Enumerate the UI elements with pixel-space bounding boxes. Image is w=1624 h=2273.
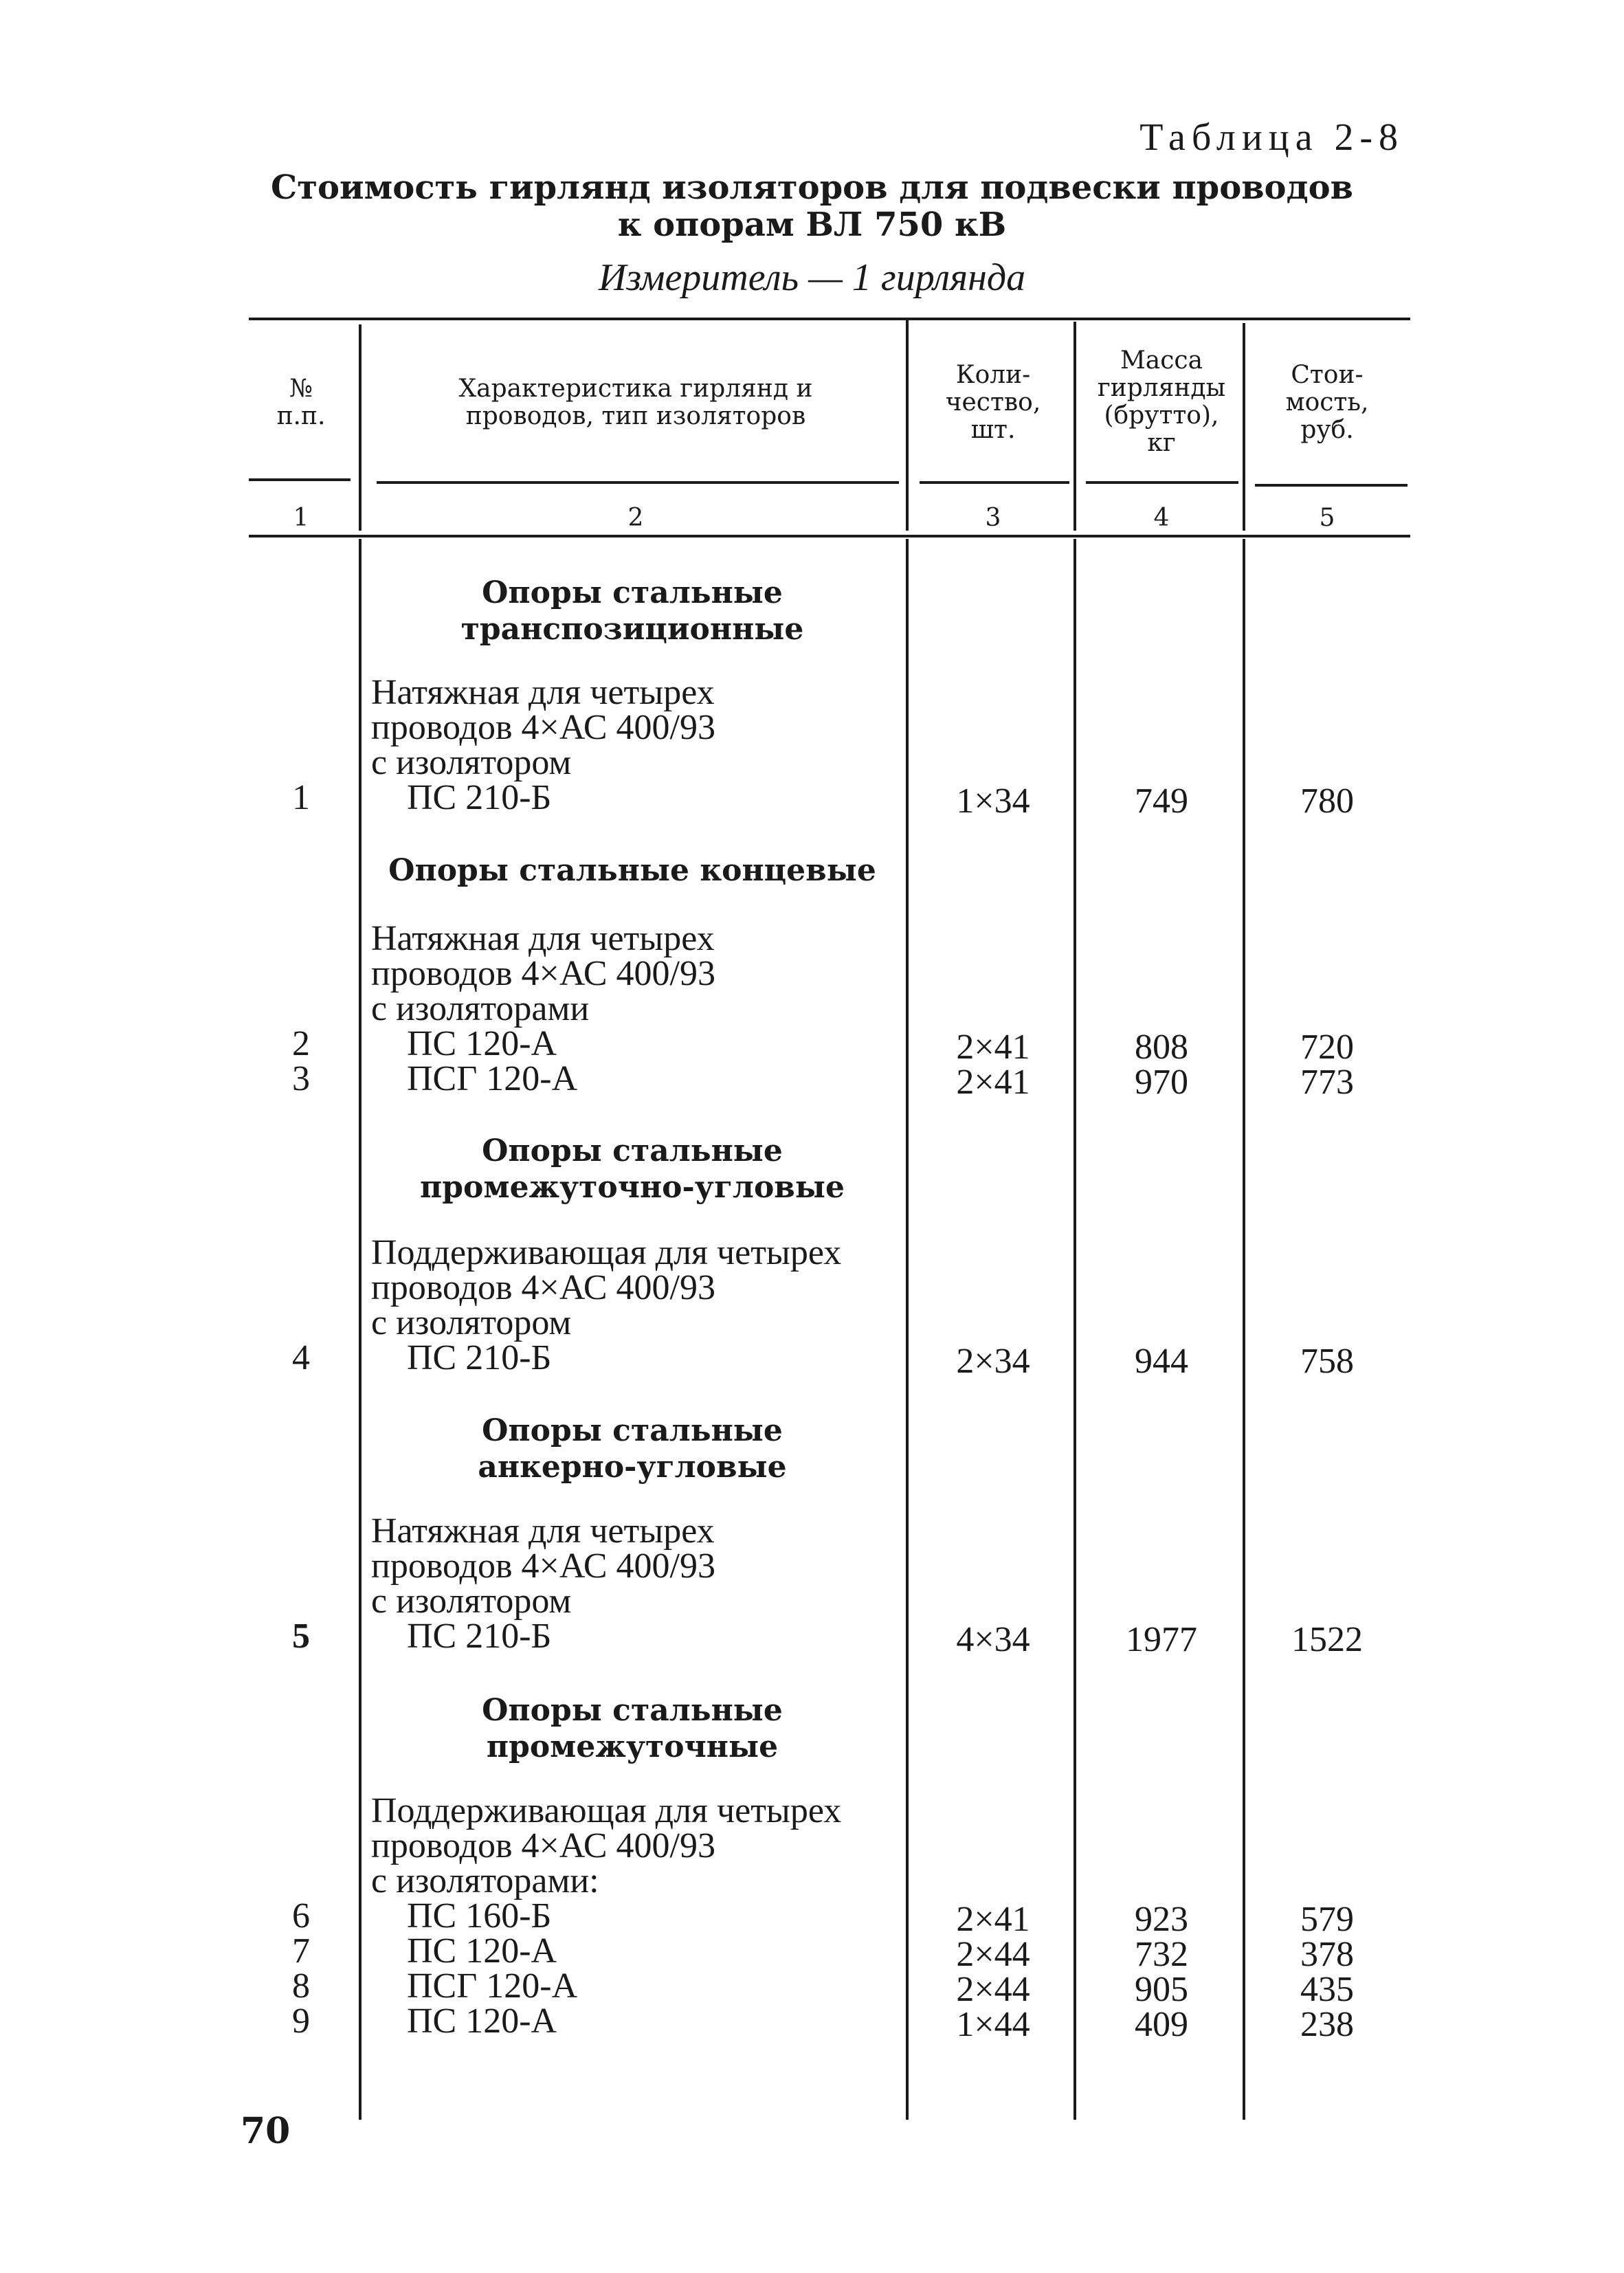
row-number: 4 [292, 1338, 310, 1377]
quantity-cell: 2×41 [956, 1063, 1030, 1102]
cost-cell: 773 [1300, 1063, 1354, 1102]
cost-cell: 1522 [1291, 1620, 1363, 1659]
column-number: 5 [1319, 504, 1335, 532]
row-number: 3 [292, 1059, 310, 1098]
mass-cell: 1977 [1126, 1620, 1197, 1659]
insulator-type: ПС 120-А [407, 1931, 557, 1971]
insulator-type: ПС 210-Б [407, 778, 552, 817]
unit-of-measure: Измеритель — 1 гирлянда [598, 256, 1026, 299]
quantity-cell: 2×41 [956, 1900, 1030, 1939]
insulator-type: ПС 160-Б [407, 1896, 552, 1936]
row-number: 1 [292, 778, 310, 817]
insulator-type: ПС 120-А [407, 1024, 557, 1063]
quantity-cell: 2×44 [956, 1970, 1030, 2009]
mass-cell: 923 [1135, 1900, 1188, 1939]
row-number: 6 [292, 1896, 310, 1936]
cost-cell: 378 [1300, 1935, 1354, 1974]
cost-cell: 780 [1300, 781, 1354, 821]
cost-cell: 238 [1300, 2005, 1354, 2044]
section-title: Опоры стальные анкерно-угловые [478, 1413, 787, 1485]
section-title: Опоры стальные транспозиционные [460, 575, 804, 647]
header-rule [249, 478, 351, 481]
section-title: Опоры стальные промежуточно-угловые [420, 1133, 845, 1205]
section-title: Опоры стальные концевые [388, 853, 876, 888]
mass-cell: 749 [1135, 781, 1188, 821]
cost-cell: 758 [1300, 1342, 1354, 1381]
quantity-cell: 2×41 [956, 1028, 1030, 1067]
header-rule [1255, 484, 1408, 487]
quantity-cell: 1×44 [956, 2005, 1030, 2044]
insulator-type: ПСГ 120-А [407, 1966, 578, 2006]
column-header-cost: Стои- мость, руб. [1285, 361, 1369, 444]
quantity-cell: 4×34 [956, 1620, 1030, 1659]
insulator-type: ПСГ 120-А [407, 1059, 578, 1098]
cost-cell: 720 [1300, 1028, 1354, 1067]
quantity-cell: 2×34 [956, 1342, 1030, 1381]
column-header-quantity: Коли- чество, шт. [945, 361, 1041, 444]
table-number: Таблица 2-8 [1139, 116, 1404, 159]
column-rule [906, 320, 909, 531]
column-rule [1074, 322, 1076, 531]
column-number: 3 [985, 504, 1001, 532]
mass-cell: 944 [1135, 1342, 1188, 1381]
insulator-type: ПС 120-А [407, 2002, 557, 2041]
mass-cell: 409 [1135, 2005, 1188, 2044]
column-rule [359, 324, 361, 531]
column-header-mass: Масса гирлянды (брутто), кг [1097, 346, 1226, 457]
page-number: 70 [241, 2110, 291, 2152]
row-number: 7 [292, 1931, 310, 1971]
column-header-description: Характеристика гирлянд и проводов, тип изоляторов [458, 375, 813, 430]
mass-cell: 905 [1135, 1970, 1188, 2009]
mass-cell: 808 [1135, 1028, 1188, 1067]
table-title-line-1: Стоимость гирлянд изоляторов для подвески проводов [271, 168, 1353, 207]
row-number: 9 [292, 2002, 310, 2041]
row-description: Натяжная для четырех проводов 4×АС 400/93 с изолятором [371, 1511, 715, 1621]
mass-cell: 732 [1135, 1935, 1188, 1974]
header-rule [920, 481, 1069, 484]
column-rule [1074, 539, 1076, 2120]
mass-cell: 970 [1135, 1063, 1188, 1102]
insulator-type: ПС 210-Б [407, 1617, 552, 1656]
column-number: 2 [627, 504, 644, 532]
header-rule [1086, 481, 1238, 484]
header-rule [377, 481, 899, 484]
column-rule [906, 539, 909, 2120]
table-title-line-2: к опорам ВЛ 750 кВ [617, 206, 1007, 244]
table-top-rule [249, 318, 1410, 320]
section-title: Опоры стальные промежуточные [482, 1693, 783, 1764]
row-description: Натяжная для четырех проводов 4×АС 400/93 с изолятором [371, 673, 715, 782]
row-number: 2 [292, 1024, 310, 1063]
column-number: 1 [293, 504, 309, 532]
quantity-cell: 1×34 [956, 781, 1030, 821]
cost-cell: 435 [1300, 1970, 1354, 2009]
insulator-type: ПС 210-Б [407, 1338, 552, 1377]
row-description: Натяжная для четырех проводов 4×АС 400/93 с изоляторами [371, 919, 715, 1028]
column-number-rule [249, 535, 1410, 537]
row-number: 8 [292, 1966, 310, 2006]
column-rule [1243, 323, 1245, 531]
cost-cell: 579 [1300, 1900, 1354, 1939]
row-number: 5 [292, 1617, 310, 1656]
column-rule [359, 539, 361, 2120]
column-number: 4 [1153, 504, 1170, 532]
quantity-cell: 2×44 [956, 1935, 1030, 1974]
column-header-number: № п.п. [276, 375, 326, 430]
row-description: Поддерживающая для четырех проводов 4×АС 400/93 с изоляторами: [371, 1791, 842, 1900]
row-description: Поддерживающая для четырех проводов 4×АС 400/93 с изолятором [371, 1233, 842, 1342]
column-rule [1243, 539, 1245, 2120]
